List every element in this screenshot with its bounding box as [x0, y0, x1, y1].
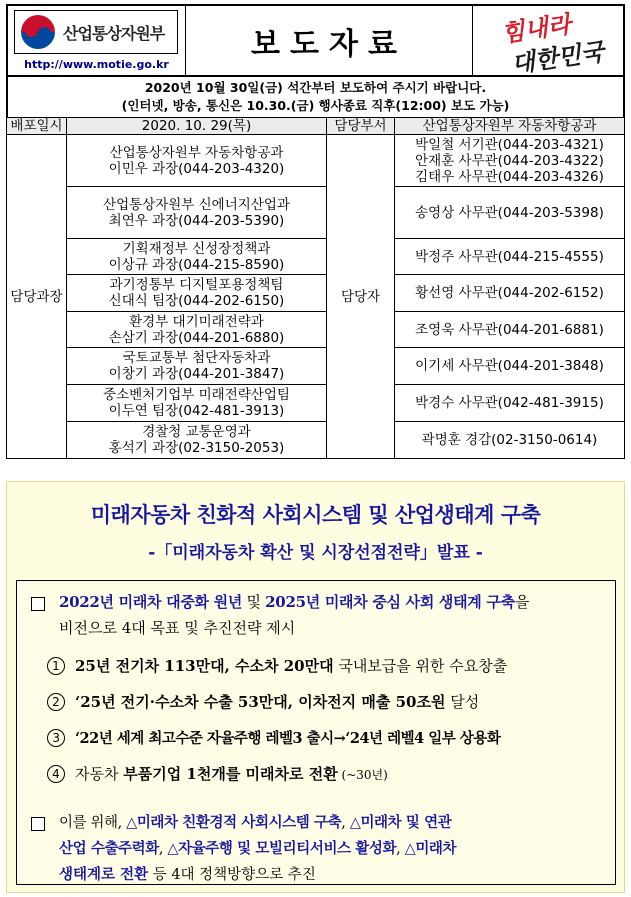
manager-cell: [67, 275, 327, 312]
summary-subtitle: -「미래자동차 확산 및 시장선점전략」발표 -: [148, 543, 483, 563]
dept-label: 담당부서: [327, 118, 395, 135]
summary-box: [6, 481, 625, 893]
staff-name: 박경수 사무관(042-481-3915): [415, 395, 604, 411]
table-header-row: [7, 118, 625, 135]
goal-rest: 국내보급을 위한 수요창출: [333, 657, 508, 675]
goal-item: [47, 655, 507, 676]
staff-cell: [395, 312, 625, 348]
policy-highlight: △자율주행 및 모빌리티서비스 활성화: [167, 840, 397, 857]
manager-name: 최연우 과장(044-203-5390): [108, 212, 285, 229]
table-row: [7, 239, 625, 275]
embargo-line2: (인터넷, 방송, 통신은 10.30.(금) 행사종료 직후(12:00) 보도 가능): [121, 98, 510, 113]
slogan-logo: [473, 6, 623, 78]
manager-cell: [67, 348, 327, 385]
contact-table: [6, 117, 625, 459]
policy-text: ,: [341, 815, 350, 831]
policy-highlight: 생태계로 전환: [59, 866, 149, 883]
table-row: [7, 348, 625, 385]
dist-label: 배포일시: [7, 118, 67, 135]
org-name: 과기정통부 디지털포용정책팀: [109, 277, 284, 293]
staff-label: 담당자: [327, 135, 395, 459]
policy-text: 이를 위해,: [59, 815, 127, 831]
manager-cell: [67, 187, 327, 239]
page-title: 보도자료: [251, 26, 407, 62]
manager-cell: [67, 422, 327, 459]
policy-line1: [59, 811, 451, 832]
ministry-logo-area: [8, 6, 186, 75]
manager-cell: [67, 239, 327, 275]
goal-bold: ‘25년 전기·수소차 수출 53만대, 이차전지 매출 50조원: [75, 693, 446, 711]
manager-cell: [67, 385, 327, 422]
policy-text: ,: [158, 841, 168, 857]
manager-name: 이두연 팀장(042-481-3913): [108, 403, 285, 419]
staff-name: 곽명훈 경감(02-3150-0614): [421, 432, 598, 448]
staff-cell: [395, 239, 625, 275]
embargo-notice: [6, 77, 625, 117]
manager-label: 담당과장: [7, 135, 67, 459]
manager-cell: [67, 312, 327, 348]
policy-text: 등 4대 정책방향으로 추진: [148, 867, 316, 883]
ministry-logo: [14, 10, 178, 54]
staff-cell: [395, 348, 625, 385]
goal-rest: (~30년): [337, 768, 388, 782]
taegeuk-emblem-icon: [21, 15, 55, 49]
org-name: 산업통상자원부 자동차항공과: [109, 144, 284, 161]
goal-number: 3: [47, 729, 65, 747]
checkbox-square-icon: [31, 597, 45, 611]
staff-name: 김태우 사무관(044-203-4326): [415, 168, 604, 185]
org-name: 산업통상자원부 신에너지산업과: [103, 196, 290, 213]
goal-number: 1: [47, 657, 65, 675]
staff-cell: [395, 385, 625, 422]
policy-line2: [59, 837, 456, 858]
table-row: [7, 422, 625, 459]
goal-item: [47, 727, 500, 748]
staff-cell: [395, 135, 625, 187]
vision-text: 및: [242, 593, 266, 611]
ministry-url[interactable]: http://www.motie.go.kr: [24, 58, 169, 71]
policy-highlight: 산업 수출주력화: [59, 840, 159, 857]
staff-name: 박정주 사무관(044-215-4555): [415, 248, 604, 265]
goal-bold: 25년 전기차 113만대, 수소차 20만대: [75, 657, 334, 675]
goal-lead: 자동차: [75, 765, 124, 783]
goal-bold: 부품기업 1천개를 미래차로 전환: [123, 765, 338, 783]
manager-name: 홍석기 과장(02-3150-2053): [108, 440, 285, 456]
manager-name: 손삼기 과장(044-201-6880): [108, 329, 285, 346]
org-name: 국토교통부 첨단자동차과: [122, 350, 271, 366]
table-row: [7, 312, 625, 348]
press-release-header: [6, 4, 625, 77]
policy-highlight: △미래차: [404, 840, 457, 857]
title-cell: [186, 6, 473, 75]
vision-highlight: 2025년 미래차 중심 사회 생태계 구축: [265, 593, 515, 611]
embargo-line1: 2020년 10월 30일(금) 석간부터 보도하여 주시기 바랍니다.: [144, 80, 487, 95]
org-name: 경찰청 교통운영과: [142, 424, 251, 440]
policy-highlight: △미래차 친환경적 사회시스템 구축: [126, 814, 342, 831]
manager-name: 이상규 과장(044-215-8590): [108, 256, 285, 273]
staff-cell: [395, 422, 625, 459]
goal-number: 2: [47, 693, 65, 711]
staff-name: 조영욱 사무관(044-201-6881): [415, 321, 604, 338]
table-row: [7, 135, 625, 187]
org-name: 환경부 대기미래전략과: [129, 313, 264, 330]
vision-line1: [59, 591, 529, 612]
org-name: 중소벤처기업부 미래전략산업팀: [103, 387, 290, 403]
staff-name: 박일철 서기관(044-203-4321): [415, 136, 604, 153]
goal-item: [47, 763, 388, 784]
staff-name: 송영상 사무관(044-203-5398): [415, 204, 604, 221]
staff-name: 황선영 사무관(044-202-6152): [415, 285, 604, 301]
checkbox-square-icon: [31, 817, 45, 831]
goal-rest: 달성: [445, 693, 480, 711]
ministry-name: 산업통상자원부: [63, 23, 165, 43]
table-row: [7, 385, 625, 422]
staff-cell: [395, 187, 625, 239]
staff-name: 이기세 사무관(044-201-3848): [415, 358, 604, 374]
manager-name: 신대식 팀장(044-202-6150): [108, 293, 285, 309]
dept-name: 산업통상자원부 자동차항공과: [395, 118, 625, 135]
policy-line3: [59, 863, 316, 884]
slogan-line2: 대한민국: [509, 36, 606, 78]
goal-number: 4: [47, 765, 65, 783]
table-row: [7, 187, 625, 239]
summary-title: 미래자동차 친화적 사회시스템 및 산업생태계 구축: [90, 503, 541, 527]
org-name: 기획재정부 신성장정책과: [122, 240, 271, 257]
table-row: [7, 275, 625, 312]
key-points-box: [16, 580, 616, 885]
dist-date: 2020. 10. 29(목): [67, 118, 327, 135]
vision-text: 을: [514, 593, 530, 611]
vision-highlight: 2022년 미래차 대중화 원년: [59, 593, 243, 611]
slogan-line1: 힘내라: [499, 8, 573, 48]
manager-name: 이창기 과장(044-201-3847): [108, 366, 285, 382]
manager-name: 이민우 과장(044-203-4320): [108, 160, 285, 177]
manager-cell: [67, 135, 327, 187]
vision-line2: 비전으로 4대 목표 및 추진전략 제시: [59, 619, 296, 637]
staff-cell: [395, 275, 625, 312]
policy-highlight: △미래차 및 연관: [349, 814, 452, 831]
staff-name: 안재훈 사무관(044-203-4322): [415, 152, 604, 169]
policy-text: ,: [396, 841, 405, 857]
goal-bold: ‘22년 세계 최고수준 자율주행 레벨3 출시→‘24년 레벨4 일부 상용화: [75, 730, 501, 747]
goal-item: [47, 691, 479, 712]
